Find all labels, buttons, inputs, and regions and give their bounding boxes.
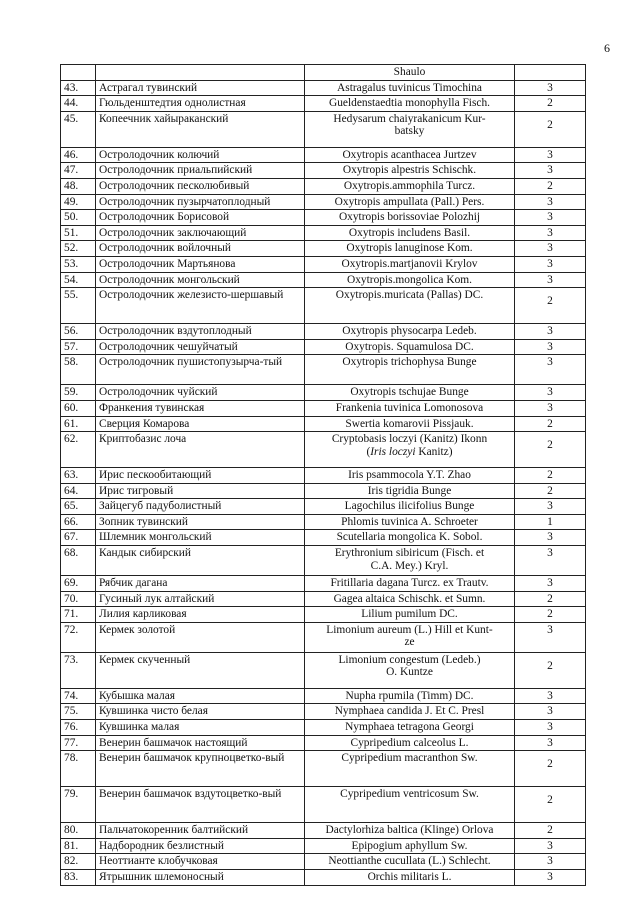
latin-name-line: Nymphaea candida J. Et C. Presl [334, 705, 485, 718]
russian-name-cell: Остролодочник чуйский [96, 385, 305, 401]
latin-name-line: Oxytropis ampullata (Pall.) Pers. [334, 195, 485, 208]
russian-name-cell: Остролодочник железисто-шершавый [96, 288, 305, 324]
latin-name-line: Oxytropis tschujae Bunge [350, 386, 469, 399]
row-number-cell: 65. [61, 499, 96, 515]
latin-name-cell [305, 838, 515, 854]
latin-name-line: Iris psammocola Y.T. Zhao [348, 469, 471, 482]
russian-name-cell: Ятрышник шлемоносный [96, 870, 305, 886]
russian-name-cell: Остролодочник колючий [96, 147, 305, 163]
row-number-cell: 72. [61, 622, 96, 652]
table-row [61, 147, 586, 163]
table-row [61, 854, 586, 870]
latin-name-cell [305, 652, 515, 688]
table-row [61, 80, 586, 96]
category-cell: 3 [515, 272, 586, 288]
category-cell: 3 [515, 622, 586, 652]
table-row [61, 468, 586, 484]
table-row [61, 339, 586, 355]
category-cell: 2 [515, 483, 586, 499]
latin-name-cell [305, 499, 515, 515]
table-row [61, 400, 586, 416]
russian-name-cell: Венерин башмачок настоящий [96, 735, 305, 751]
row-number-cell: 59. [61, 385, 96, 401]
latin-name-line: Gueldenstaedtia monophylla Fisch. [328, 97, 491, 110]
table-row [61, 483, 586, 499]
table-row [61, 416, 586, 432]
russian-name-cell: Лилия карликовая [96, 607, 305, 623]
russian-name-cell: Остролодочник пушистопузырча-тый [96, 355, 305, 385]
row-number-cell: 44. [61, 96, 96, 112]
row-number-cell: 82. [61, 854, 96, 870]
row-number-cell: 79. [61, 787, 96, 823]
category-cell: 1 [515, 514, 586, 530]
row-number-cell: 73. [61, 652, 96, 688]
russian-name-cell: Неоттианте клобучковая [96, 854, 305, 870]
table-row [61, 751, 586, 787]
table-row [61, 704, 586, 720]
category-cell: 2 [515, 432, 586, 468]
russian-name-cell: Остролодочник пузырчатоплодный [96, 194, 305, 210]
category-cell: 2 [515, 468, 586, 484]
latin-name-line: Scutellaria mongolica K. Sobol. [336, 531, 483, 544]
russian-name-cell: Остролодочник Мартьянова [96, 256, 305, 272]
russian-name-cell: Гусиный лук алтайский [96, 591, 305, 607]
latin-name-line: Astragalus tuvinicus Timochina [337, 81, 482, 94]
latin-name-cell [305, 704, 515, 720]
latin-name-cell [305, 576, 515, 592]
row-number-cell: 78. [61, 751, 96, 787]
latin-name-cell [305, 735, 515, 751]
russian-name-cell: Остролодочник заключающий [96, 225, 305, 241]
table-row [61, 111, 586, 147]
latin-name-cell [305, 514, 515, 530]
russian-name-cell: Надбородник безлистный [96, 838, 305, 854]
species-table-body [61, 65, 586, 886]
latin-name-line: Hedysarum chaiyrakanicum Kur- [333, 112, 486, 125]
latin-name-line: Limonium congestum (Ledeb.) [338, 653, 481, 666]
russian-name-cell: Остролодочник Борисовой [96, 210, 305, 226]
table-row [61, 210, 586, 226]
table-row [61, 194, 586, 210]
latin-name-cell [305, 530, 515, 546]
latin-name-line: Oxytropis physocarpa Ledeb. [342, 325, 477, 338]
latin-name-line: Nupha rpumila (Timm) DC. [345, 689, 474, 702]
category-cell: 3 [515, 400, 586, 416]
category-cell: 3 [515, 80, 586, 96]
russian-name-cell: Остролодочник войлочный [96, 241, 305, 257]
row-number-cell: 83. [61, 870, 96, 886]
latin-name-cell [305, 96, 515, 112]
latin-name-cell [305, 787, 515, 823]
latin-name-cell [305, 225, 515, 241]
table-row [61, 720, 586, 736]
category-cell: 3 [515, 241, 586, 257]
latin-name-line: Swertia komarovii Pissjauk. [345, 417, 474, 430]
latin-name-line: C.A. Mey.) Kryl. [370, 559, 449, 572]
latin-name-line: Oxytropis borissoviae Polozhij [338, 211, 481, 224]
latin-name-line: Cypripedium ventricosum Sw. [340, 788, 479, 801]
latin-name-cell [305, 468, 515, 484]
russian-name-cell: Ирис пескообитающий [96, 468, 305, 484]
latin-name-line: Dactylorhiza baltica (Klinge) Orlova [325, 824, 494, 837]
table-row [61, 272, 586, 288]
category-cell: 2 [515, 416, 586, 432]
row-number-cell: 64. [61, 483, 96, 499]
category-cell: 3 [515, 530, 586, 546]
table-row [61, 385, 586, 401]
category-cell: 3 [515, 735, 586, 751]
header-num-cell [61, 65, 96, 81]
latin-name-cell [305, 622, 515, 652]
table-row [61, 432, 586, 468]
latin-name-line: Oxytropis trichophysa Bunge [342, 356, 477, 369]
russian-name-cell: Остролодочник вздутоплодный [96, 324, 305, 340]
latin-name-cell [305, 80, 515, 96]
row-number-cell: 46. [61, 147, 96, 163]
latin-name-line: Phlomis tuvinica A. Schroeter [341, 515, 478, 528]
latin-name-cell [305, 823, 515, 839]
row-number-cell: 81. [61, 838, 96, 854]
table-header-row [61, 65, 586, 81]
russian-name-cell: Кубышка малая [96, 688, 305, 704]
latin-name-cell [305, 111, 515, 147]
row-number-cell: 45. [61, 111, 96, 147]
latin-name-line: Iris tigridia Bunge [367, 484, 452, 497]
category-cell: 3 [515, 385, 586, 401]
category-cell: 3 [515, 339, 586, 355]
row-number-cell: 74. [61, 688, 96, 704]
table-row [61, 241, 586, 257]
russian-name-cell: Криптобазис лоча [96, 432, 305, 468]
latin-name-line: Cypripedium calceolus L. [350, 736, 469, 749]
latin-name-line: Lilium pumilum DC. [361, 608, 458, 621]
header-latin-cell: Shaulo [305, 65, 515, 81]
category-cell: 2 [515, 823, 586, 839]
table-row [61, 163, 586, 179]
latin-name-line: batsky [394, 125, 425, 138]
table-row [61, 652, 586, 688]
latin-name-cell [305, 178, 515, 194]
latin-name-cell [305, 688, 515, 704]
row-number-cell: 56. [61, 324, 96, 340]
row-number-cell: 54. [61, 272, 96, 288]
category-cell: 2 [515, 111, 586, 147]
table-row [61, 607, 586, 623]
category-cell: 2 [515, 652, 586, 688]
russian-name-cell: Франкения тувинская [96, 400, 305, 416]
row-number-cell: 47. [61, 163, 96, 179]
russian-name-cell: Сверция Комарова [96, 416, 305, 432]
latin-name-line: O. Kuntze [386, 666, 433, 679]
row-number-cell: 48. [61, 178, 96, 194]
latin-name-line: Cypripedium macranthon Sw. [341, 752, 478, 765]
table-row [61, 324, 586, 340]
latin-name-cell [305, 324, 515, 340]
latin-name-line: Limonium aureum (L.) Hill et Kunt- [326, 623, 493, 636]
category-cell: 3 [515, 688, 586, 704]
category-cell: 3 [515, 256, 586, 272]
category-cell: 3 [515, 720, 586, 736]
row-number-cell: 75. [61, 704, 96, 720]
russian-name-cell: Зопник тувинский [96, 514, 305, 530]
category-cell: 3 [515, 225, 586, 241]
russian-name-cell: Кувшинка чисто белая [96, 704, 305, 720]
category-cell: 2 [515, 751, 586, 787]
table-row [61, 530, 586, 546]
latin-name-line: Oxytropis alpestris Schischk. [342, 164, 477, 177]
latin-name-line: Cryptobasis loczyi (Kanitz) Ikonn [331, 433, 488, 446]
table-row [61, 546, 586, 576]
russian-name-cell: Шлемник монгольский [96, 530, 305, 546]
table-row [61, 591, 586, 607]
russian-name-cell: Остролодочник чешуйчатый [96, 339, 305, 355]
russian-name-cell: Копеечник хайыраканский [96, 111, 305, 147]
row-number-cell: 57. [61, 339, 96, 355]
table-row [61, 838, 586, 854]
latin-name-line: Oxytropis.muricata (Pallas) DC. [335, 289, 484, 302]
table-row [61, 823, 586, 839]
table-row [61, 256, 586, 272]
table-row [61, 688, 586, 704]
latin-name-cell [305, 256, 515, 272]
category-cell: 3 [515, 499, 586, 515]
russian-name-cell: Венерин башмачок крупноцветко-вый [96, 751, 305, 787]
category-cell: 2 [515, 178, 586, 194]
table-row [61, 787, 586, 823]
latin-name-line: Epipogium aphyllum Sw. [351, 839, 468, 852]
row-number-cell: 52. [61, 241, 96, 257]
category-cell: 3 [515, 576, 586, 592]
latin-name-line: Oxytropis includens Basil. [348, 226, 471, 239]
russian-name-cell: Остролодочник монгольский [96, 272, 305, 288]
row-number-cell: 63. [61, 468, 96, 484]
latin-name-cell [305, 241, 515, 257]
latin-name-line: Oxytropis lanuginose Kom. [346, 242, 473, 255]
russian-name-cell: Кувшинка малая [96, 720, 305, 736]
category-cell: 3 [515, 147, 586, 163]
russian-name-cell: Ирис тигровый [96, 483, 305, 499]
row-number-cell: 71. [61, 607, 96, 623]
russian-name-cell: Астрагал тувинский [96, 80, 305, 96]
row-number-cell: 80. [61, 823, 96, 839]
latin-name-cell [305, 147, 515, 163]
row-number-cell: 58. [61, 355, 96, 385]
category-cell: 2 [515, 288, 586, 324]
row-number-cell: 55. [61, 288, 96, 324]
table-row [61, 735, 586, 751]
russian-name-cell: Кермек золотой [96, 622, 305, 652]
row-number-cell: 51. [61, 225, 96, 241]
latin-name-cell [305, 339, 515, 355]
table-row [61, 622, 586, 652]
latin-name-line: (Iris loczyi Kanitz) [366, 445, 453, 458]
latin-name-cell [305, 720, 515, 736]
russian-name-cell: Остролодочник приальпийский [96, 163, 305, 179]
russian-name-cell: Кандык сибирский [96, 546, 305, 576]
latin-name-line: Oxytropis.mongolica Kom. [347, 273, 472, 286]
latin-name-cell [305, 272, 515, 288]
latin-name-line: Lagochilus ilicifolius Bunge [344, 500, 475, 513]
category-cell: 3 [515, 854, 586, 870]
row-number-cell: 50. [61, 210, 96, 226]
russian-name-cell: Остролодочник песколюбивый [96, 178, 305, 194]
row-number-cell: 62. [61, 432, 96, 468]
table-row [61, 499, 586, 515]
latin-name-line: Erythronium sibiricum (Fisch. et [334, 547, 485, 560]
table-row [61, 96, 586, 112]
latin-name-line: Oxytropis.martjanovii Krylov [341, 257, 478, 270]
category-cell: 2 [515, 591, 586, 607]
table-row [61, 225, 586, 241]
page-number: 6 [604, 41, 610, 55]
table-row [61, 288, 586, 324]
latin-name-cell [305, 546, 515, 576]
latin-name-line: Gagea altaica Schischk. et Sumn. [333, 592, 486, 605]
latin-name-line: Nymphaea tetragona Georgi [345, 721, 474, 734]
latin-name-cell [305, 607, 515, 623]
table-row [61, 514, 586, 530]
row-number-cell: 68. [61, 546, 96, 576]
header-russian-cell [96, 65, 305, 81]
latin-name-cell [305, 210, 515, 226]
category-cell: 2 [515, 787, 586, 823]
latin-name-line: Orchis militaris L. [367, 871, 452, 883]
latin-name-cell [305, 163, 515, 179]
latin-name-line: Neottianthe cucullata (L.) Schlecht. [328, 855, 491, 868]
row-number-cell: 70. [61, 591, 96, 607]
row-number-cell: 60. [61, 400, 96, 416]
latin-name-cell [305, 483, 515, 499]
latin-name-line: Oxytropis.ammophila Turcz. [343, 179, 476, 192]
latin-name-cell [305, 288, 515, 324]
russian-name-cell: Рябчик дагана [96, 576, 305, 592]
species-table [60, 64, 586, 886]
latin-name-cell [305, 355, 515, 385]
category-cell: 2 [515, 96, 586, 112]
category-cell: 3 [515, 324, 586, 340]
table-row [61, 576, 586, 592]
latin-name-cell [305, 416, 515, 432]
row-number-cell: 67. [61, 530, 96, 546]
category-cell: 3 [515, 163, 586, 179]
russian-name-cell: Венерин башмачок вздутоцветко-вый [96, 787, 305, 823]
table-row [61, 178, 586, 194]
latin-name-line: Oxytropis. Squamulosa DC. [345, 340, 474, 353]
row-number-cell: 49. [61, 194, 96, 210]
category-cell: 3 [515, 870, 586, 886]
latin-name-cell [305, 854, 515, 870]
russian-name-cell: Пальчатокоренник балтийский [96, 823, 305, 839]
category-cell: 3 [515, 210, 586, 226]
latin-name-cell [305, 385, 515, 401]
table-row [61, 355, 586, 385]
category-cell: 3 [515, 838, 586, 854]
category-cell: 3 [515, 194, 586, 210]
row-number-cell: 76. [61, 720, 96, 736]
category-cell: 3 [515, 355, 586, 385]
row-number-cell: 53. [61, 256, 96, 272]
header-category-cell [515, 65, 586, 81]
latin-name-cell [305, 194, 515, 210]
russian-name-cell: Зайцегуб падуболистный [96, 499, 305, 515]
row-number-cell: 66. [61, 514, 96, 530]
row-number-cell: 77. [61, 735, 96, 751]
latin-name-cell [305, 400, 515, 416]
row-number-cell: 69. [61, 576, 96, 592]
category-cell: 3 [515, 546, 586, 576]
category-cell: 2 [515, 607, 586, 623]
latin-name-cell [305, 591, 515, 607]
row-number-cell: 61. [61, 416, 96, 432]
latin-name-cell [305, 432, 515, 468]
russian-name-cell: Кермек скученный [96, 652, 305, 688]
latin-name-line: Frankenia tuvinica Lomonosova [335, 401, 484, 414]
russian-name-cell: Гюльденштедтия однолистная [96, 96, 305, 112]
latin-name-line: Fritillaria dagana Turcz. ex Trautv. [330, 577, 489, 590]
row-number-cell: 43. [61, 80, 96, 96]
latin-name-line: ze [404, 636, 415, 649]
table-row [61, 870, 586, 886]
latin-name-cell [305, 870, 515, 886]
latin-name-cell [305, 751, 515, 787]
latin-name-line: Oxytropis acanthacea Jurtzev [342, 148, 477, 161]
category-cell: 3 [515, 704, 586, 720]
